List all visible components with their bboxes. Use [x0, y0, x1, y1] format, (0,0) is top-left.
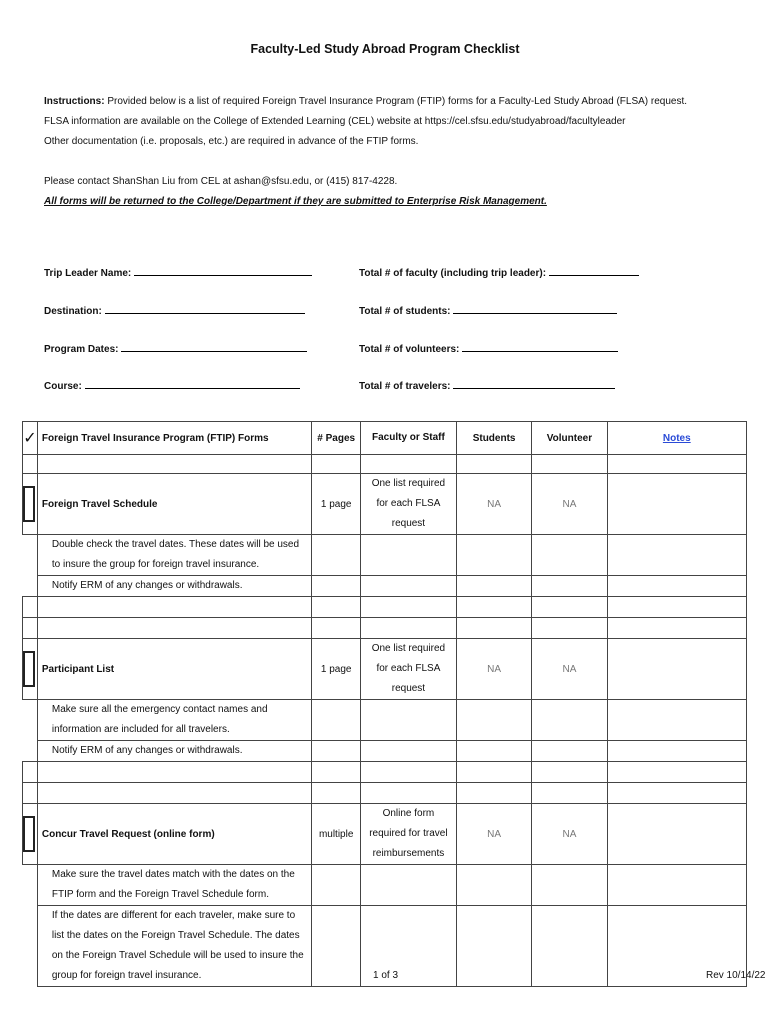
form-notes-cell[interactable]	[607, 639, 746, 700]
header-pages: # Pages	[312, 422, 361, 455]
page-number: 1 of 3	[373, 970, 399, 981]
total-volunteers-input[interactable]	[462, 341, 618, 352]
spacer-row	[23, 762, 747, 783]
form-students: NA	[456, 639, 531, 700]
form-notes-cell[interactable]	[607, 804, 746, 865]
item-note: Notify ERM of any changes or withdrawals.	[51, 745, 243, 756]
item-checkbox[interactable]	[23, 816, 35, 852]
form-faculty-staff: Online form required for travel reimbursements	[360, 804, 456, 865]
spacer-row	[23, 597, 747, 618]
total-students-label: Total # of students:	[359, 306, 451, 317]
total-travelers-label: Total # of travelers:	[359, 381, 451, 392]
table-row	[23, 576, 747, 597]
header-faculty-staff: Faculty or Staff	[360, 422, 456, 455]
trip-leader-input[interactable]	[134, 265, 312, 276]
table-row	[23, 865, 747, 906]
program-dates-label: Program Dates:	[44, 344, 119, 355]
total-volunteers-field	[359, 341, 618, 355]
table-row	[23, 700, 747, 741]
instructions-text-1: Provided below is a list of required Foreign Travel Insurance Program (FTIP) forms for a Faculty-Led Study Abroad (FLSA) request.	[107, 96, 688, 107]
header-volunteer: Volunteer	[532, 422, 607, 455]
form-pages: 1 page	[312, 474, 361, 535]
form-faculty-staff: One list required for each FLSA request	[360, 639, 456, 700]
total-faculty-field	[359, 265, 639, 279]
table-row	[23, 741, 747, 762]
warning-line: All forms will be returned to the College/Department if they are submitted to Enterprise Risk Management.	[44, 196, 547, 207]
table-row	[23, 639, 747, 700]
table-row	[23, 535, 747, 576]
destination-label: Destination:	[44, 306, 102, 317]
spacer-row	[23, 455, 747, 474]
header-students: Students	[456, 422, 531, 455]
instructions-line-3: Other documentation (i.e. proposals, etc.) are required in advance of the FTIP forms.	[44, 136, 419, 147]
destination-input[interactable]	[105, 303, 305, 314]
instructions-line-1	[44, 96, 687, 107]
course-label: Course:	[44, 381, 82, 392]
instructions-label: Instructions:	[44, 96, 105, 107]
item-checkbox[interactable]	[23, 486, 35, 522]
destination-field	[44, 303, 305, 317]
table-header-row	[23, 422, 747, 455]
total-travelers-input[interactable]	[453, 378, 615, 389]
page-title: Faculty-Led Study Abroad Program Checklist	[250, 42, 520, 56]
course-field	[44, 378, 300, 392]
form-name: Participant List	[37, 639, 312, 700]
form-notes-cell[interactable]	[607, 474, 746, 535]
ftip-checklist-table	[22, 421, 747, 987]
item-checkbox[interactable]	[23, 651, 35, 687]
contact-line: Please contact ShanShan Liu from CEL at ashan@sfsu.edu, or (415) 817-4228.	[44, 176, 398, 187]
form-name: Foreign Travel Schedule	[37, 474, 312, 535]
spacer-row	[23, 783, 747, 804]
header-notes: Notes	[662, 432, 691, 444]
form-pages: multiple	[312, 804, 361, 865]
trip-leader-label: Trip Leader Name:	[44, 268, 132, 279]
table-row	[23, 474, 747, 535]
total-travelers-field	[359, 378, 615, 392]
trip-leader-field	[44, 265, 312, 279]
table-row	[23, 804, 747, 865]
item-note: Make sure all the emergency contact names and information are included for all travelers.	[51, 704, 268, 735]
form-faculty-staff: One list required for each FLSA request	[360, 474, 456, 535]
header-forms: Foreign Travel Insurance Program (FTIP) Forms	[37, 422, 312, 455]
form-volunteer: NA	[532, 474, 607, 535]
check-mark-icon: ✓	[23, 422, 38, 455]
form-students: NA	[456, 804, 531, 865]
item-note: Double check the travel dates. These dates will be used to insure the group for foreign travel insurance.	[51, 539, 300, 570]
total-students-input[interactable]	[453, 303, 617, 314]
total-students-field	[359, 303, 617, 317]
total-faculty-label: Total # of faculty (including trip leader):	[359, 268, 547, 279]
total-volunteers-label: Total # of volunteers:	[359, 344, 460, 355]
item-note: If the dates are different for each traveler, make sure to list the dates on the Foreign Travel Schedule. The dates on the Foreign Travel Schedule will be used to insure the group for foreign travel insurance.	[51, 910, 304, 981]
item-note: Make sure the travel dates match with the dates on the FTIP form and the Foreign Travel Schedule form.	[51, 869, 295, 900]
form-name: Concur Travel Request (online form)	[37, 804, 312, 865]
spacer-row	[23, 618, 747, 639]
course-input[interactable]	[85, 378, 300, 389]
total-faculty-input[interactable]	[549, 265, 639, 276]
item-note: Notify ERM of any changes or withdrawals.	[51, 580, 243, 591]
program-dates-input[interactable]	[121, 341, 307, 352]
revision-date: Rev 10/14/22	[706, 970, 766, 981]
form-pages: 1 page	[312, 639, 361, 700]
instructions-line-2: FLSA information are available on the College of Extended Learning (CEL) website at https://cel.sfsu.edu/studyabroad/facultyleader	[44, 116, 626, 127]
form-volunteer: NA	[532, 639, 607, 700]
program-dates-field	[44, 341, 307, 355]
form-students: NA	[456, 474, 531, 535]
form-volunteer: NA	[532, 804, 607, 865]
